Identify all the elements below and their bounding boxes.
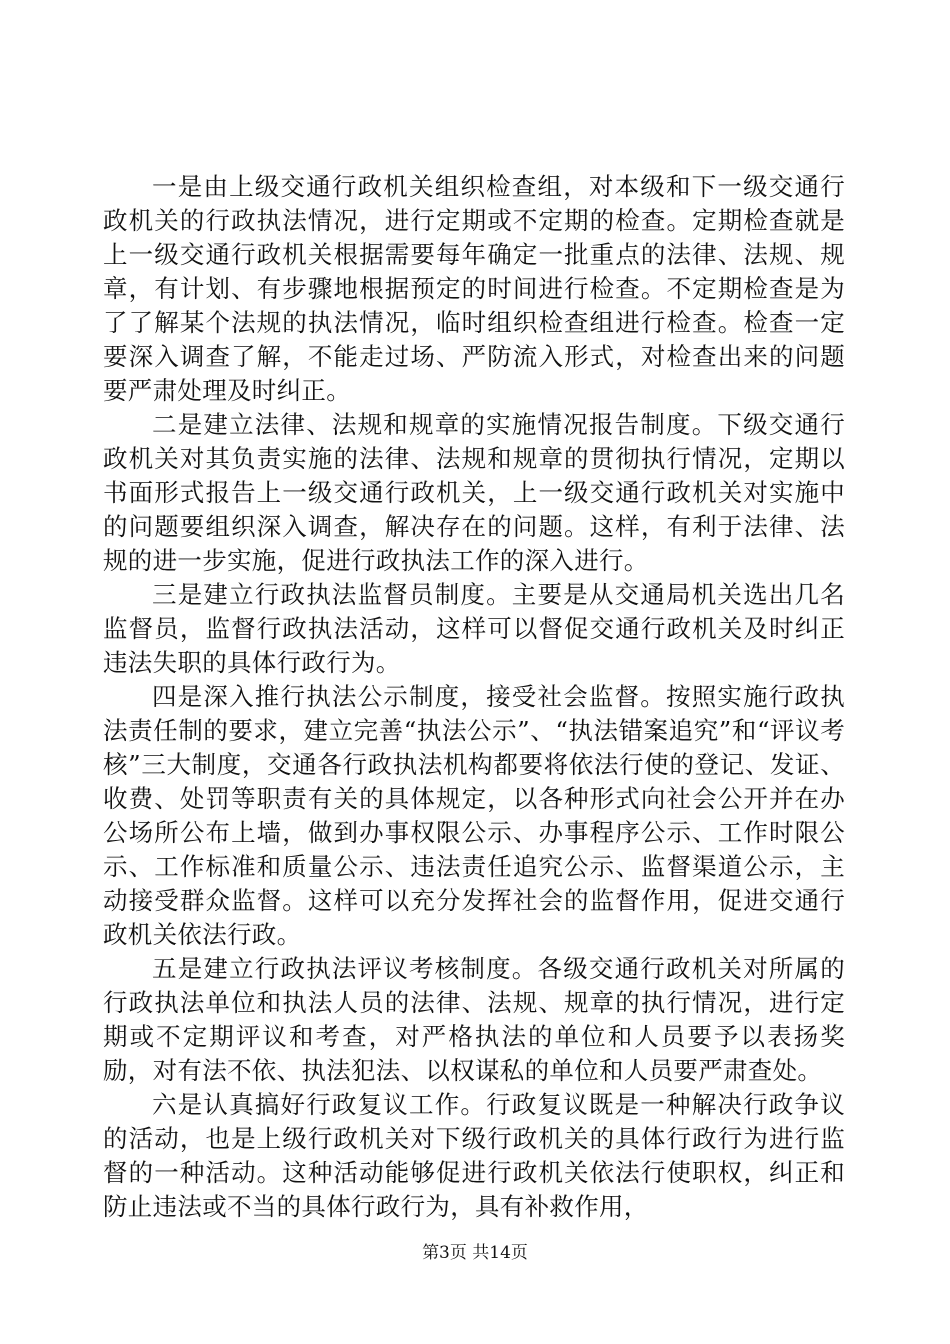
paragraph-5: 五是建立行政执法评议考核制度。各级交通行政机关对所属的行政执法单位和执法人员的法律、法规、规章的执行情况，进行定期或不定期评议和考查，对严格执法的单位和人员要予以表扬奖励，对有法不依、执法犯法、以权谋私的单位和人员要严肃查处。 <box>103 954 845 1085</box>
document-body <box>103 170 845 1224</box>
paragraph-3: 三是建立行政执法监督员制度。主要是从交通局机关选出几名监督员，监督行政执法活动，这样可以督促交通行政机关及时纠正违法失职的具体行政行为。 <box>103 580 845 677</box>
page-number-footer: 第3页 共14页 <box>422 1243 528 1263</box>
paragraph-4: 四是深入推行执法公示制度，接受社会监督。按照实施行政执法责任制的要求，建立完善“执法公示”、“执法错案追究”和“评议考核”三大制度，交通各行政执法机构都要将依法行使的登记、发证、收费、处罚等职责有关的具体规定，以各种形式向社会公开并在办公场所公布上墙，做到办事权限公示、办事程序公示、工作时限公示、工作标准和质量公示、违法责任追究公示、监督渠道公示，主动接受群众监督。这样可以充分发挥社会的监督作用，促进交通行政机关依法行政。 <box>103 682 845 949</box>
paragraph-1: 一是由上级交通行政机关组织检查组，对本级和下一级交通行政机关的行政执法情况，进行定期或不定期的检查。定期检查就是上一级交通行政机关根据需要每年确定一批重点的法律、法规、规章，有计划、有步骤地根据预定的时间进行检查。不定期检查是为了了解某个法规的执法情况，临时组织检查组进行检查。检查一定要深入调查了解，不能走过场、严防流入形式，对检查出来的问题要严肃处理及时纠正。 <box>103 172 845 405</box>
paragraph-6: 六是认真搞好行政复议工作。行政复议既是一种解决行政争议的活动，也是上级行政机关对下级行政机关的具体行政行为进行监督的一种活动。这种活动能够促进行政机关依法行使职权，纠正和防止违法或不当的具体行政行为，具有补救作用， <box>103 1090 845 1221</box>
paragraph-2: 二是建立法律、法规和规章的实施情况报告制度。下级交通行政机关对其负责实施的法律、法规和规章的贯彻执行情况，定期以书面形式报告上一级交通行政机关，上一级交通行政机关对实施中的问题要组织深入调查，解决存在的问题。这样，有利于法律、法规的进一步实施，促进行政执法工作的深入进行。 <box>103 410 845 575</box>
